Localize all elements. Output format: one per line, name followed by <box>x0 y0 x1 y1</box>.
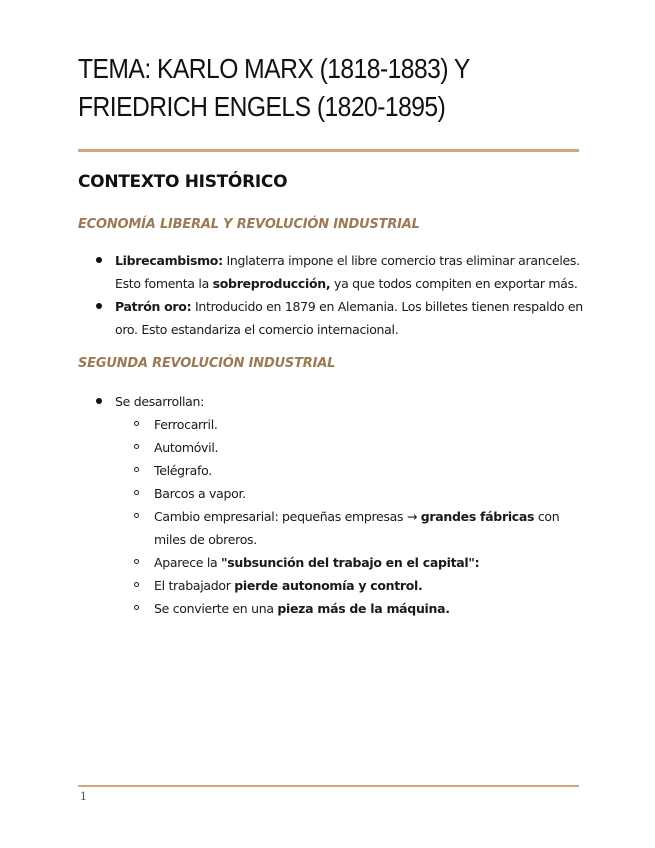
page-title: TEMA: KARLO MARX (1818-1883) Y FRIEDRICH ENGELS (1820-1895) <box>78 53 470 122</box>
subsection-heading-economia: ECONOMÍA LIBERAL Y REVOLUCIÓN INDUSTRIAL <box>78 217 420 232</box>
circle-bullet-icon <box>134 582 139 587</box>
sub-list-item: Se convierte en una pieza más de la máquina. <box>115 597 583 620</box>
sub-list-item: Cambio empresarial: pequeñas empresas → grandes fábricas con miles de obreros. <box>115 505 583 551</box>
sub-list-item: El trabajador pierde autonomía y control. <box>115 574 583 597</box>
bullet-icon <box>96 398 102 404</box>
sub-list-item: Ferrocarril. <box>115 413 583 436</box>
circle-bullet-icon <box>134 421 139 426</box>
circle-bullet-icon <box>134 605 139 610</box>
section-heading: CONTEXTO HISTÓRICO <box>78 172 288 192</box>
sub-list-item: Barcos a vapor. <box>115 482 583 505</box>
bullet-icon <box>96 303 102 309</box>
page-number: 1 <box>80 790 87 803</box>
circle-bullet-icon <box>134 559 139 564</box>
footer-divider <box>78 785 579 787</box>
circle-bullet-icon <box>134 490 139 495</box>
sub-list-item: Automóvil. <box>115 436 583 459</box>
sub-list <box>115 413 583 620</box>
list-item-se-desarrollan: Se desarrollan: Ferrocarril. Automóvil. Telégrafo. Barcos a vapor. Cambio empresarial: pequeñas empresas → grandes fábricas con miles de obreros. Aparece la "subsunción del trabajo en el capital": El trabajador pierde autonomía y control. Se convierte en una pieza más de la máquina. <box>78 390 583 620</box>
sub-list-item: Telégrafo. <box>115 459 583 482</box>
circle-bullet-icon <box>134 513 139 518</box>
circle-bullet-icon <box>134 444 139 449</box>
title-divider <box>78 149 579 152</box>
circle-bullet-icon <box>134 467 139 472</box>
bullet-icon <box>96 257 102 263</box>
subsection-heading-segunda-revolucion: SEGUNDA REVOLUCIÓN INDUSTRIAL <box>78 356 336 371</box>
economia-list <box>78 249 583 341</box>
list-item-librecambismo: Librecambismo: Inglaterra impone el libre comercio tras eliminar aranceles. Esto fomenta la sobreproducción, ya que todos compiten en exportar más. <box>78 249 583 295</box>
sub-list-item: Aparece la "subsunción del trabajo en el capital": <box>115 551 583 574</box>
revolucion-list <box>78 390 583 620</box>
list-item-patron-oro: Patrón oro: Introducido en 1879 en Alemania. Los billetes tienen respaldo en oro. Esto estandariza el comercio internacional. <box>78 295 583 341</box>
